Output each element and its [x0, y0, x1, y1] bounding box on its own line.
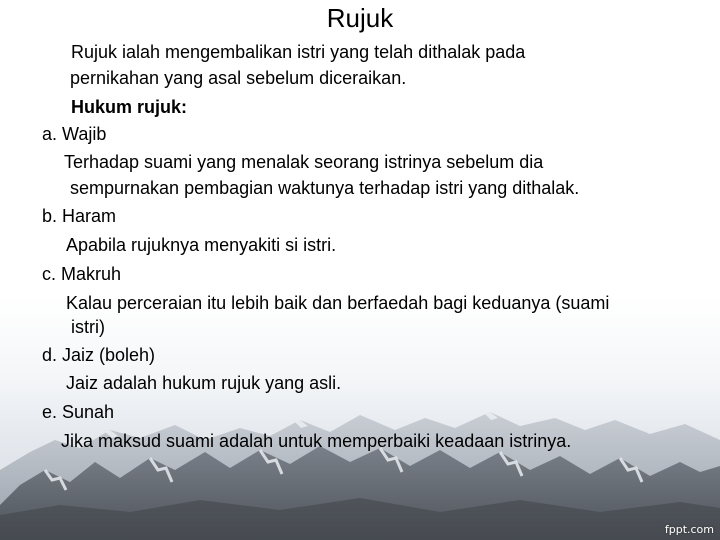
- item-label-haram: b. Haram: [42, 206, 117, 226]
- item-jaiz-line-1: Jaiz adalah hukum rujuk yang asli.: [66, 373, 342, 393]
- item-label-makruh: c. Makruh: [42, 264, 122, 284]
- definition-line-1: Rujuk ialah mengembalikan istri yang telah dithalak pada: [71, 42, 526, 62]
- item-haram-line-1: Apabila rujuknya menyakiti si istri.: [66, 235, 337, 255]
- item-makruh-line-2: istri): [71, 317, 105, 337]
- definition-line-2: pernikahan yang asal sebelum diceraikan.: [70, 68, 407, 88]
- item-label-wajib: a. Wajib: [42, 124, 107, 144]
- item-wajib-line-1: Terhadap suami yang menalak seorang istrinya sebelum dia: [64, 152, 544, 172]
- item-sunah-line-1: Jika maksud suami adalah untuk memperbaiki keadaan istrinya.: [61, 431, 572, 451]
- slide-title: Rujuk: [326, 3, 394, 33]
- item-label-sunah: e. Sunah: [42, 402, 115, 422]
- section-heading: Hukum rujuk:: [71, 97, 188, 117]
- item-label-jaiz: d. Jaiz (boleh): [42, 345, 156, 365]
- item-wajib-line-2: sempurnakan pembagian waktunya terhadap istri yang dithalak.: [70, 178, 580, 198]
- item-makruh-line-1: Kalau perceraian itu lebih baik dan berfaedah bagi keduanya (suami: [66, 293, 610, 313]
- watermark-text: fppt.com: [664, 523, 714, 536]
